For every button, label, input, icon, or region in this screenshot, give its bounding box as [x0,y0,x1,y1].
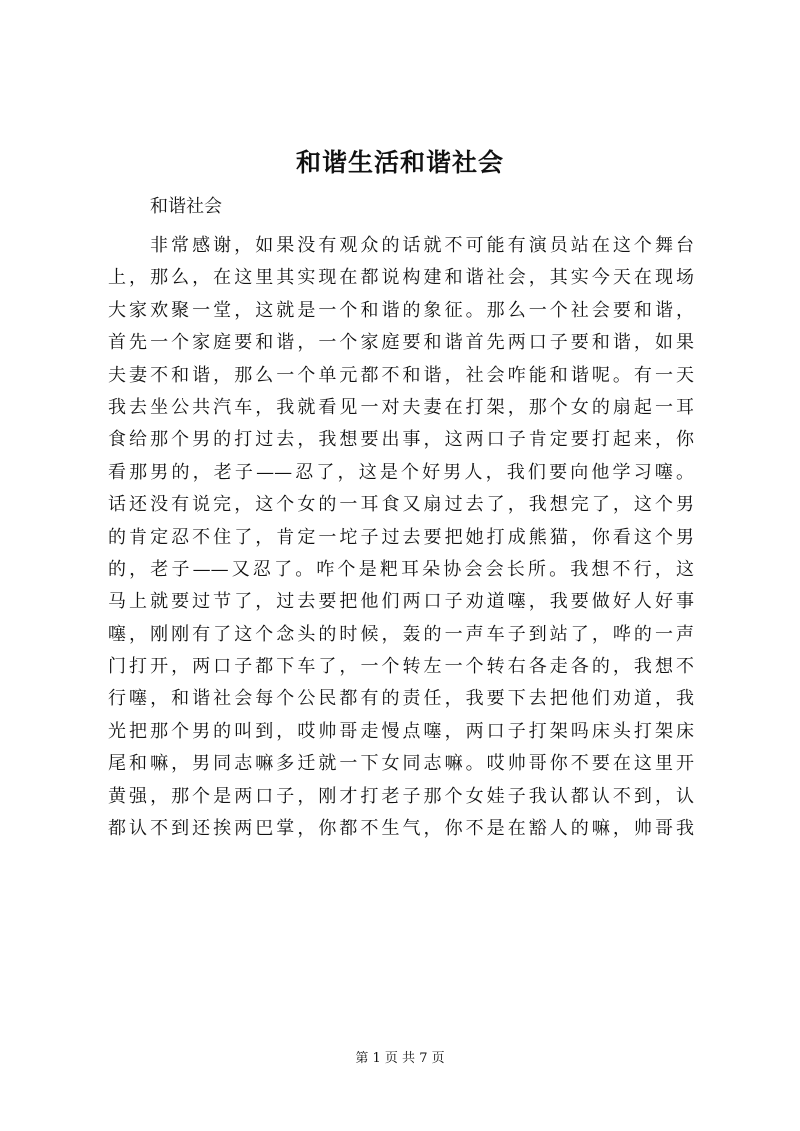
body-line: 黄强，那个是两口子，刚才打老子那个女娃子我认都认不到，认 [108,785,694,807]
body-line: 的肯定忍不住了，肯定一坨子过去要把她打成熊猫，你看这个男 [108,526,694,548]
body-line: 首先一个家庭要和谐，一个家庭要和谐首先两口子要和谐，如果 [108,332,694,354]
body-line: 门打开，两口子都下车了，一个转左一个转右各走各的，我想不 [108,656,694,678]
body-line: 大家欢聚一堂，这就是一个和谐的象征。那么一个社会要和谐， [108,299,694,321]
document-subtitle: 和谐社会 [150,196,222,217]
document-title: 和谐生活和谐社会 [295,148,504,177]
body-line: 上，那么，在这里其实现在都说构建和谐社会，其实今天在现场 [108,267,694,289]
body-line: 食给那个男的打过去，我想要出事，这两口子肯定要打起来，你 [108,429,694,451]
body-line: 夫妻不和谐，那么一个单元都不和谐，社会咋能和谐呢。有一天 [108,364,694,386]
body-line: 行噻，和谐社会每个公民都有的责任，我要下去把他们劝道，我 [108,688,694,710]
body-line: 话还没有说完，这个女的一耳食又扇过去了，我想完了，这个男 [108,494,694,516]
body-line: 噻，刚刚有了这个念头的时候，轰的一声车子到站了，哗的一声 [108,623,694,645]
body-line: 的，老子——又忍了。咋个是粑耳朵协会会长所。我想不行，这 [108,558,694,580]
body-line: 非常感谢，如果没有观众的话就不可能有演员站在这个舞台 [150,235,694,256]
body-line: 我去坐公共汽车，我就看见一对夫妻在打架，那个女的扇起一耳 [108,396,694,418]
body-line: 看那男的，老子——忍了，这是个好男人，我们要向他学习噻。 [108,461,694,483]
body-line: 马上就要过节了，过去要把他们两口子劝道噻，我要做好人好事 [108,591,694,613]
page-footer: 第 1 页 共 7 页 [355,1051,445,1066]
body-line: 光把那个男的叫到，哎帅哥走慢点噻，两口子打架吗床头打架床 [108,720,694,742]
body-text [108,230,694,845]
body-line: 都认不到还挨两巴掌，你都不生气，你不是在豁人的嘛，帅哥我 [108,818,694,840]
body-line: 尾和嘛，男同志嘛多迁就一下女同志嘛。哎帅哥你不要在这里开 [108,753,694,775]
